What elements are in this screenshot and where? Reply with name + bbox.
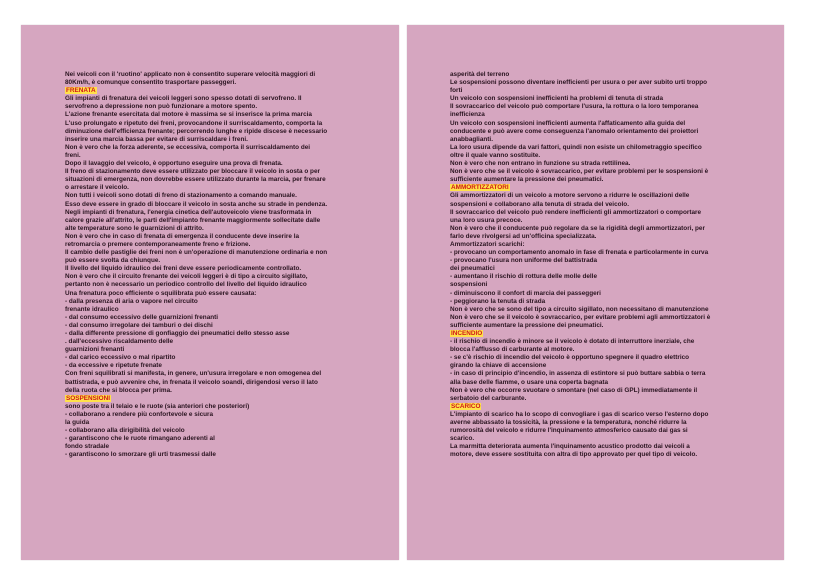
document-page-left (21, 25, 399, 560)
document-page-right (407, 25, 784, 560)
text-line: Il sovraccarico del veicolo può comportare l'usura, la rottura o la loro temporanea (450, 103, 699, 111)
highlighted-heading-text: FRENATA (66, 87, 96, 95)
page-text (450, 71, 710, 460)
highlighted-heading-text: AMMORTIZZATORI (451, 184, 509, 192)
text-line: sufficiente aumentare la pressione dei pneumatici. (450, 321, 604, 329)
text-line: sospensioni (450, 281, 488, 289)
text-line: Esso deve essere in grado di bloccare il veicolo in sosta anche su strade in pendenza. (65, 200, 328, 208)
text-line: sospensioni e collaborano alla tenuta di strada del veicolo. (450, 200, 629, 208)
text-line: Il livello del liquido idraulico dei freni deve essere periodicamente controllato. (65, 265, 302, 273)
text-line: freni. (65, 151, 81, 159)
text-line: Le sospensioni possono diventare inefficienti per usura o per aver subito urti troppo (450, 79, 708, 87)
text-line: calore grazie all'attrito, le parti dell'impianto frenante maggiormente sollecitate dalle (65, 216, 321, 224)
highlighted-heading-text: SCARICO (451, 402, 481, 410)
text-line: Non è vero che in caso di frenata di emergenza il conducente deve inserire la (65, 232, 300, 240)
text-line: scarico. (450, 435, 475, 443)
text-line: - garantiscono che le ruote rimangano aderenti al (65, 435, 215, 443)
text-line: forti (450, 87, 463, 95)
text-line: guarnizioni frenanti (65, 346, 125, 354)
text-line: frenante idraulico (65, 305, 119, 313)
section-heading (65, 395, 327, 403)
text-line: L'azione frenante esercitata dal motore è massima se si inserisce la prima marcia (65, 111, 312, 119)
text-line: - collaborano a rendere più confortevole e sicura (65, 410, 214, 418)
text-line: alte temperature sono le guarnizioni di attrito. (65, 224, 204, 232)
text-line: dei pneumatici (450, 265, 495, 273)
text-line: Non è vero che non entrano in funzione su strada rettilinea. (450, 160, 631, 168)
text-line: Con freni squilibrati si manifesta, in genere, un'usura irregolare e non omogenea del (65, 370, 322, 378)
text-line: inefficienza (450, 111, 485, 119)
text-line: - provocano un comportamento anomalo in fase di frenata e particolarmente in curva (450, 249, 709, 257)
text-line: Nei veicoli con il 'ruotino' applicato non è consentito superare velocità maggiori di (65, 71, 316, 78)
text-line: serbatoio del carburante. (450, 394, 527, 402)
text-line: situazioni di emergenza, non dovrebbe essere utilizzato durante la marcia, per frenare (65, 176, 326, 184)
text-line: farlo deve rivolgersi ad un'officina specializzata. (450, 232, 597, 240)
text-line: Non è vero che se il veicolo è sovraccarico, per evitare problemi agli ammortizzatori è (450, 313, 711, 321)
text-line: L'impianto di scarico ha lo scopo di convogliare i gas di scarico verso l'esterno dopo (450, 410, 709, 418)
text-line: Non tutti i veicoli sono dotati di freno di stazionamento a comando manuale. (65, 192, 297, 200)
text-line: Non è vero che il conducente può regolare da se la rigidità degli ammortizzatori, per (450, 224, 705, 232)
text-line: fondo stradale (65, 443, 110, 451)
text-line: Non è vero che occorre svuotare o smontare (nel caso di GPL) immediatamente il (450, 386, 698, 394)
text-line: Gli impianti di frenatura dei veicoli leggeri sono spesso dotati di servofreno. Il (65, 95, 302, 103)
text-line: Negli impianti di frenatura, l'energia cinetica dell'autoveicolo viene trasformata in (65, 208, 312, 216)
section-heading (450, 330, 710, 338)
text-line: averne abbassato la tossicità, la pressione e la temperatura, nonché ridurre la (450, 419, 687, 427)
text-line: Non è vero che se sono del tipo a circuito sigillato, non necessitano di manutenzione (450, 305, 709, 313)
text-line: - peggiorano la tenuta di strada (450, 297, 546, 305)
text-line: - dal consumo irregolare dei tamburi o dei dischi (65, 321, 213, 329)
section-heading (65, 87, 327, 95)
text-line: . dall'eccessivo riscaldamento delle (65, 338, 174, 346)
text-line: - se c'è rischio di incendio del veicolo è opportuno spegnere il quadro elettrico (450, 354, 690, 362)
text-line: o arrestare il veicolo. (65, 184, 129, 192)
text-line: diminuzione dell'efficienza frenante; percorrendo lunghe e ripide discese è necessario (65, 127, 328, 135)
text-line: alla base delle fiamme, o usare una coperta bagnata (450, 378, 609, 386)
section-heading (450, 403, 710, 411)
text-line: conducente e può avere come conseguenza l'anomalo orientamento dei proiettori (450, 127, 699, 135)
text-line: rumorosità del veicolo e ridurre l'inquinamento atmosferico causato dai gas si (450, 427, 688, 435)
text-line: - il rischio di incendio è minore se il veicolo è dotato di interruttore inerziale, che (450, 338, 695, 346)
text-line: sufficiente aumentare la pressione dei pneumatici. (450, 176, 604, 184)
text-line: oltre il quale vanno sostituite. (450, 151, 541, 159)
text-line: - provocano l'usura non uniforme del battistrada (450, 257, 598, 265)
highlighted-heading-text: INCENDIO (451, 330, 483, 337)
text-line: Gli ammortizzatori di un veicolo a motore servono a ridurre le oscillazioni delle (450, 192, 690, 200)
text-line: Il cambio delle pastiglie dei freni non è un'operazione di manutenzione ordinaria e non (65, 249, 328, 257)
text-line: Ammortizzatori scarichi: (450, 240, 525, 248)
text-line: - dal consumo eccessivo delle guarnizioni frenanti (65, 313, 219, 321)
text-line: pertanto non è necessario un periodico controllo del livello del liquido idraulico (65, 281, 307, 289)
text-line: Non è vero che il circuito frenante dei veicoli leggeri è di tipo a circuito sigillato, (65, 273, 308, 281)
text-line: Un veicolo con sospensioni inefficienti ha problemi di tenuta di strada (450, 95, 664, 103)
text-line: Non è vero che se il veicolo è sovraccarico, per evitare problemi per le sospensioni è (450, 168, 709, 176)
text-line: Il sovraccarico del veicolo può rendere inefficienti gli ammortizzatori o comportare (450, 208, 702, 216)
text-line: girando la chiave di accensione (450, 362, 547, 370)
text-line: la guida (65, 419, 90, 427)
text-line: Dopo il lavaggio del veicolo, è opportuno eseguire una prova di frenata. (65, 160, 283, 168)
highlighted-heading-text: SOSPENSIONI (66, 394, 111, 402)
text-line: Non è vero che la forza aderente, se eccessiva, comporta il surriscaldamento dei (65, 143, 311, 151)
text-line: - diminuiscono il confort di marcia dei passeggeri (450, 289, 601, 297)
text-line: Un veicolo con sospensioni inefficienti aumenta l'affaticamento alla guida del (450, 119, 686, 127)
text-line: - da eccessive e ripetute frenate (65, 362, 162, 370)
page-text (65, 71, 327, 460)
text-line: della ruota che si blocca per prima. (65, 386, 172, 394)
text-line: 80Km/h, è comunque consentito trasportare passeggeri. (65, 79, 237, 87)
section-heading (450, 184, 710, 192)
text-line: La loro usura dipende da vari fattori, quindi non esiste un chilometraggio specifico (450, 143, 702, 151)
text-line: motore, deve essere sostituita con altra di tipo approvato per quel tipo di veicolo. (450, 451, 698, 459)
text-line: Il freno di stazionamento deve essere utilizzato per bloccare il veicolo in sosta o per (65, 168, 320, 176)
text-line: - aumentano il rischio di rottura delle molle delle (450, 273, 598, 281)
text-line: può essere svolta da chiunque. (65, 257, 161, 265)
text-line: servofreno a depressione non può funzionare a motore spento. (65, 103, 258, 111)
text-line: Una frenatura poco efficiente o squilibrata può essere causata: (65, 289, 257, 297)
text-line: anabbaglianti. (450, 135, 493, 143)
text-line: retromarcia o premere contemporaneamente freno e frizione. (65, 240, 251, 248)
text-line: - dalla presenza di aria o vapore nel circuito (65, 297, 198, 305)
text-line: - collaborano alla dirigibilità del veicolo (65, 427, 185, 435)
text-line: La marmitta deteriorata aumenta l'inquinamento acustico prodotto dai veicoli a (450, 443, 690, 451)
text-line: - garantiscono lo smorzare gli urti trasmessi dalle (65, 451, 216, 459)
text-line: - dal carico eccessivo o mal ripartito (65, 354, 176, 362)
text-line: asperità del terreno (450, 71, 510, 78)
text-line: inserire una marcia bassa per evitare di surriscaldare i freni. (65, 135, 248, 143)
text-line: battistrada, e può avvenire che, in frenata il veicolo soandi, dirigendosi verso il lato (65, 378, 318, 386)
text-line: - in caso di principio d'incendio, in assenza di estintore si può buttare sabbia o terra (450, 370, 706, 378)
text-line: blocca l'afflusso di carburante al motore. (450, 346, 575, 354)
text-line: sono poste tra il telaio e le ruote (sia anteriori che posteriori) (65, 402, 250, 410)
text-line: L'uso prolungato e ripetuto dei freni, provocandone il surriscaldamento, comporta la (65, 119, 323, 127)
text-line: una loro usura precoce. (450, 216, 523, 224)
text-line: - dalla differente pressione di gonfiaggio dei pneumatici dello stesso asse (65, 330, 290, 337)
